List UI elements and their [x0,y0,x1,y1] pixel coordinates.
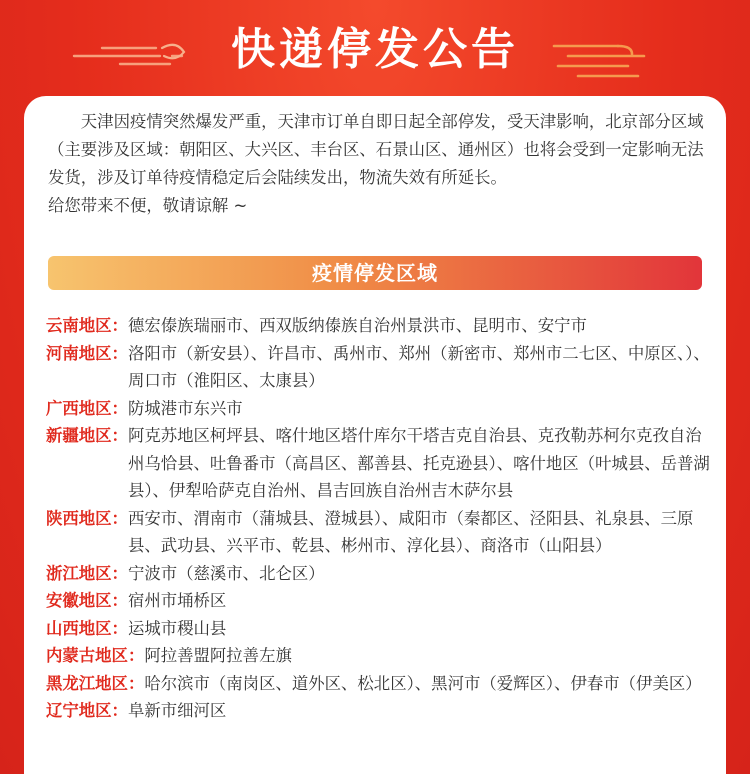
region-areas: 宁波市（慈溪市、北仑区） [127,563,325,583]
region-label: 浙江地区： [46,563,128,583]
region-label: 云南地区： [46,316,128,335]
intro-paragraph: 天津因疫情突然爆发严重，天津市订单自即日起全部停发，受天津影响，北京部分区域（主要涉及区域：朝阳区、大兴区、丰台区、石景山区、通州区）也将会受到一定影响无法发货，涉及订单待疫情稳定后会陆续发出，物流失效有所延长。 [48,112,704,187]
region-row-zhejiang [46,560,716,588]
region-areas: 运城市稷山县 [127,618,227,638]
region-row-liaoning [46,697,716,725]
region-row-shaanxi [46,505,716,560]
region-label: 黑龙江地区： [46,673,145,693]
region-label: 陕西地区： [46,508,128,528]
region-row-inner-mongolia [46,642,716,670]
right-cloud-decoration-icon [548,38,658,88]
region-row-heilongjiang [46,670,716,698]
region-areas: 阜新市细河区 [127,701,227,720]
region-areas: 哈尔滨市（南岗区、道外区、松北区）、黑河市（爱辉区）、伊春市（伊美区） [144,673,702,693]
region-areas: 西安市、渭南市（蒲城县、澄城县）、咸阳市（秦都区、泾阳县、礼泉县、三原县、武功县、兴平市、乾县、彬州市、淳化县）、商洛市（山阳县） [127,508,694,555]
region-row-anhui [46,587,716,615]
region-areas: 宿州市埇桥区 [127,591,227,610]
region-areas: 阿拉善盟阿拉善左旗 [144,646,292,665]
region-label: 内蒙古地区： [46,646,145,665]
region-row-yunnan [46,312,716,340]
region-row-shanxi [46,615,716,643]
region-areas: 德宏傣族瑞丽市、西双版纳傣族自治州景洪市、昆明市、安宁市 [127,316,587,335]
region-row-xinjiang [46,422,716,505]
region-label: 安徽地区： [46,591,128,610]
section-title-bar: 疫情停发区域 [48,256,702,290]
apology-text: 给您带来不便，敬请谅解 ~ [48,196,248,215]
page-title: 快递停发公告 [231,24,519,75]
region-label: 河南地区： [46,343,128,363]
region-areas: 阿克苏地区柯坪县、喀什地区塔什库尔干塔吉克自治县、克孜勒苏柯尔克孜自治州乌恰县、吐鲁番市（高昌区、鄯善县、托克逊县）、喀什地区（叶城县、岳普湖县）、伊犁哈萨克自治州、昌吉回族自治州吉木萨尔县 [127,426,710,500]
region-row-guangxi [46,395,716,423]
region-list [46,312,716,725]
region-areas: 洛阳市（新安县）、许昌市、禹州市、郑州（新密市、郑州市二七区、中原区、）、周口市（淮阳区、太康县） [127,343,710,390]
region-row-henan [46,340,716,395]
region-label: 山西地区： [46,618,128,638]
region-areas: 防城港市东兴市 [127,398,243,418]
region-label: 广西地区： [46,398,128,418]
content-card [24,96,726,774]
intro-text [48,108,704,220]
region-label: 辽宁地区： [46,701,128,720]
region-label: 新疆地区： [46,426,128,445]
